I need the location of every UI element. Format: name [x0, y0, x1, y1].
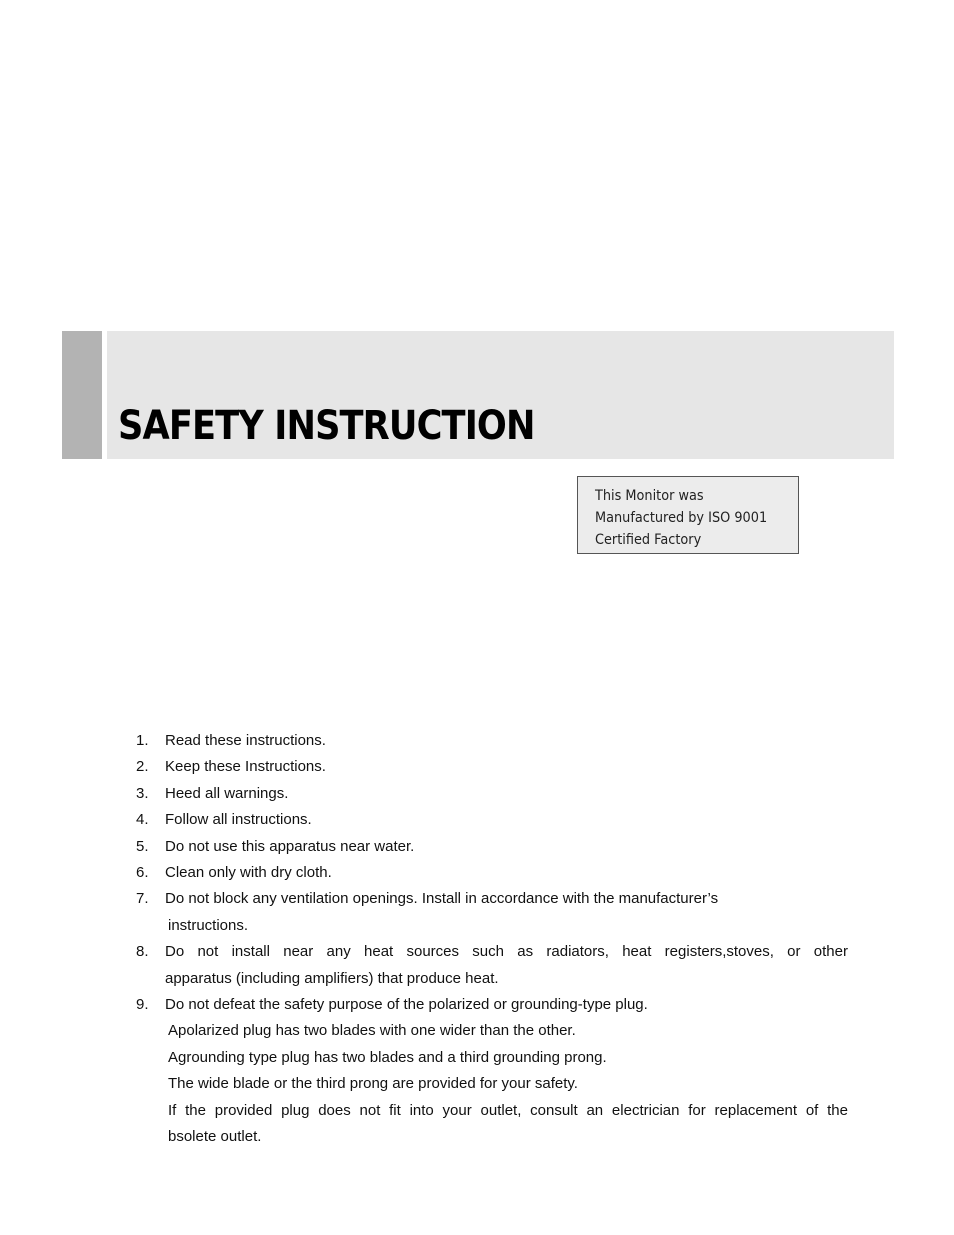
iso-line-2: Manufactured by ISO 9001	[595, 510, 768, 526]
list-item	[136, 886, 848, 939]
instruction-list	[136, 728, 848, 1151]
list-item	[136, 754, 848, 780]
item-number: 1.	[136, 732, 149, 749]
iso-line-3: Certified Factory	[595, 532, 702, 548]
item-text: Follow all instructions.	[165, 811, 312, 829]
list-item	[136, 834, 848, 860]
item-text: Do not install near any heat sources such as radiators, heat registers,stoves, or other	[165, 943, 848, 961]
item-number: 8.	[136, 943, 149, 961]
list-item	[136, 860, 848, 886]
item-text-continued: apparatus (including amplifiers) that produce heat.	[165, 969, 499, 987]
item9-detail: Apolarized plug has two blades with one wider than the other.	[168, 1022, 576, 1040]
page-title: SAFETY INSTRUCTION	[118, 403, 535, 449]
item-number: 4.	[136, 811, 149, 829]
item-number: 3.	[136, 784, 149, 802]
list-item	[136, 992, 848, 1018]
banner-tab	[62, 331, 102, 459]
item-text: Do not block any ventilation openings. Install in accordance with the manufacturer’s	[165, 890, 719, 908]
section-banner	[62, 331, 894, 459]
list-item	[136, 807, 848, 833]
item9-detail: The wide blade or the third prong are provided for your safety.	[168, 1075, 578, 1093]
iso-line-1: This Monitor was	[595, 488, 704, 504]
item9-detail: If the provided plug does not fit into your outlet, consult an electrician for replacement of the	[168, 1101, 848, 1119]
list-item	[136, 781, 848, 807]
item-text-continued: instructions.	[168, 916, 249, 934]
list-item	[136, 728, 848, 754]
item-text: Read these instructions.	[165, 732, 326, 749]
item9-detail: bsolete outlet.	[168, 1128, 262, 1146]
item9-detail: Agrounding type plug has two blades and a third grounding prong.	[168, 1048, 607, 1066]
item-number: 7.	[136, 890, 149, 908]
item-text: Do not defeat the safety purpose of the polarized or grounding-type plug.	[165, 996, 648, 1014]
banner-divider	[102, 331, 107, 459]
item-text: Keep these Instructions.	[165, 758, 326, 776]
item-number: 5.	[136, 837, 149, 855]
item-number: 2.	[136, 758, 149, 776]
item-number: 6.	[136, 864, 149, 882]
iso-certification-box	[577, 476, 799, 554]
item-text: Do not use this apparatus near water.	[165, 837, 415, 855]
item-text: Heed all warnings.	[165, 784, 289, 802]
list-item	[136, 939, 848, 992]
item-number: 9.	[136, 996, 149, 1014]
item-text: Clean only with dry cloth.	[165, 864, 332, 882]
